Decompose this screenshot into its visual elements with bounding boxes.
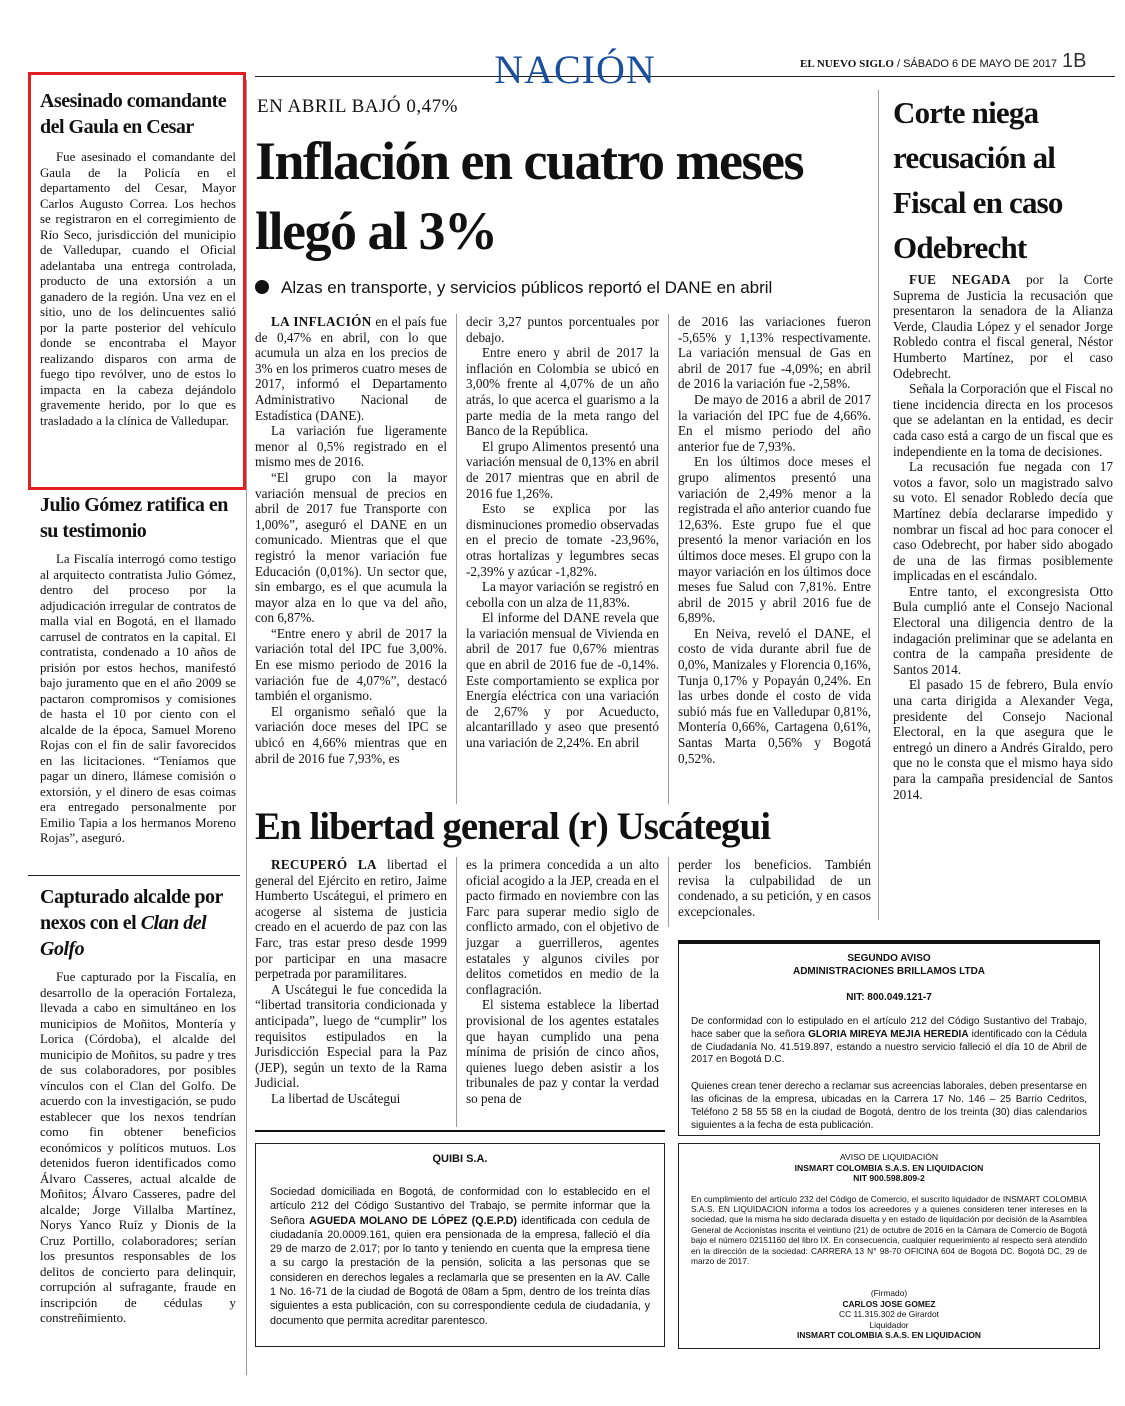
notice-company: ADMINISTRACIONES BRILLAMOS LTDA [792,966,986,977]
paper-date: / SÁBADO 6 DE MAYO DE 2017 [896,58,1057,70]
signed-label: (Firmado) [870,1288,908,1299]
second-col-1 [255,857,447,1107]
header-rule [255,76,1115,77]
paragraph: “Entre enero y abril de 2017 la variación total del IPC fue 3,00%. En ese mismo periodo de 2016 la variación fue de 4,07%”, destacó también el organismo. [255,625,447,704]
paper-dateline [800,58,1057,70]
paragraph: La libertad de Uscátegui [271,1090,401,1106]
notice-text: En cumplimiento del artículo 232 del Código de Comercio, el suscrito liquidador de INSMART COLOMBIA S.A.S. EN LIQUIDACION informa a todos los acreedores y a quienes consideren tener intereses en la sociedad, que la misma ha sido declarada disuelta y en estado de liquidación por decisión de la Asamblea General de Accionistas inscrita el veintiuno (21) de octubre de 2016 en la Cámara de Comercio de Bogotá bajo el número 02151160 del libro IX. En consecuencia, cualquier requerimiento al respecto será atendido en la dirección de la sociedad: CARRERA 13 N° 98-70 OFICINA 604 de Bogotá DC. Bogotá DC, 29 de marzo de 2017. [691,1193,1087,1266]
notice-person-name: AGUEDA MOLANO DE LÓPEZ (Q.E.P.D) [309,1214,517,1227]
notice-nit: NIT 900.598.809-2 [853,1173,925,1183]
right-article-body [893,272,1113,802]
paragraph: El pasado 15 de febrero, Bula envío una carta dirigida a Alexander Vega, presidente del Consejo Nacional Electoral, en la que asegura que le entregó un dinero a Andrés Giraldo, pero que no le consta que el mismo haya sido para la campaña presidencial de Santos 2014. [893,677,1113,802]
notice-brillamos [678,944,1100,1136]
article-gaula-body [40,150,236,429]
notice-insmart [678,1143,1100,1349]
paragraph: Fue capturado por la Fiscalía, en desarrollo de la operación Fortaleza, llevada a cabo en simultáneo en los municipios de Moñitos, Montería y Lorica (Córdoba), el alcalde del municipio de Moñitos, su padre y tres de sus colaboradores, por posibles vínculos con el Clan del Golfo. De acuerdo con la investigación, se pudo establecer que los nexos tendrían como fin obtener beneficios económicos y políticos mutuos. Los detenidos fueron identificados como Álvaro Casseres, actual alcalde de Moñitos; Álvaro Casseres, padre del alcalde; Jorge Villalba Martínez, Norys Yanco Ruíz y Dionis de la Cruz Portillo, colaboradores; serían los presuntos responsables de los delitos de concierto para delinquir, corrupción al sufragante, fraude en inscripción de cédulas y constreñimiento. [40,970,236,1325]
column-rule [246,80,247,1375]
right-headline: Corte niega recusación al Fiscal en caso Odebrecht [893,95,1063,265]
notice-text: Sociedad domiciliada en Bogotá, de conformidad con lo establecido en el artículo 212 del Código Sustantivo del Trabajo, se permite informar que la Señora AGUEDA MOLANO DE LÓPEZ (Q.E.P.D) identificada con cedula de ciudadanía 20.0009.161, quien era pensionada de la empresa, falleció el día 29 de marzo de 2.017; por lo tanto y teniendo en cuenta que la empresa tiene a su cargo la prestación de la pensión, solicita a las personas que se consideren en derechos legales a reclamarla que se presenten en la AV. Calle 1 No. 16-71 de la ciudad de Bogotá de 08am a 5pm, dentro de los treinta días siguientes a esta publicación, con su correspondiente cedula de ciudadanía, y documento que permita acreditar parentesco. [270,1186,650,1327]
second-headline: En libertad general (r) Uscátegui [255,805,771,848]
signer-company: INSMART COLOMBIA S.A.S. EN LIQUIDACION [797,1330,981,1341]
paragraph: de 2016 las variaciones fueron -5,65% y 1,13% respectivamente. La variación mensual de Gas en abril de 2017 fue -4,09%; en abril de 2016 la variación fue -2,58%. [678,314,871,392]
signer-id: CC 11.315.302 de Girardot [839,1309,939,1320]
article-julio-gomez [40,492,236,847]
notice-title: AVISO DE LIQUIDACIÓN [839,1152,939,1162]
paragraph: “El grupo con la mayor variación mensual de precios en abril de 2017 fue Transporte con 1,00%”, aseguró el DANE en un comunicado. Mientras que el que registró la menor variación fue Educación (0,01%). Un sector que, sin embargo, es el que acumula la mayor alza en lo que va del año, con 6,87%. [255,469,447,626]
article-julio-gomez-body [40,552,236,847]
paragraph: LA INFLACIÓN en el país fue de 0,47% en abril, con lo que acumula un alza en los precios de 3% en los primeros cuatro meses de 2017, informó el Departamento Administrativo Nacional de Estadística (DANE). [255,314,447,423]
bullet-icon [255,280,269,294]
article-gaula-headline: Asesinado comandante del Gaula en Cesar [40,90,227,138]
second-col-3 [678,857,871,919]
main-col-1 [255,314,447,766]
main-headline: Inflación en cuatro meses llegó al 3% [255,131,803,261]
paragraph: Entre enero y abril de 2017 la inflación en Colombia se ubicó en 3,00% frente al 4,07% de un año atrás, lo que acerca el guarismo a la parte media de la meta rango del Banco de la República. [466,345,659,439]
notice-signature [679,1288,1099,1341]
article-alcalde-headline [40,884,236,962]
section-title: NACIÓN [494,47,656,92]
column-rule [456,857,457,1127]
paragraph: En Neiva, reveló el DANE, el costo de vida durante abril fue de 0,0%, Manizales y Florencia 0,16%, Tunja 0,17% y Popayán 0,24%. En las urbes donde el costo de vida subió más fue en Valledupar 0,81%, Montería 0,66%, Cartagena 0,61%, Santas Marta 0,56% y Bogotá 0,52%. [678,625,871,766]
paragraph: En los últimos doce meses el grupo alimentos presentó una variación de 2,49% menor a la registrada el año anterior cuando fue 12,63%. Este grupo fue el que presentó la menor variación en los últimos doce meses. El grupo con la mayor variación en los últimos doce meses fue Salud con 7,81%. Entre abril de 2015 y abril 2016 fue de 6,89%. [678,454,871,626]
notice-person-name: GLORIA MIREYA MEJIA HEREDIA [808,1028,969,1040]
signer-role: Liquidador [869,1319,909,1330]
page-number: 1B [1062,50,1087,72]
article-alcalde [40,884,236,1327]
headline-italic: Clan del Golfo [40,912,207,960]
paragraph: FUE NEGADA por la Corte Suprema de Justicia la recusación que presentaron la senadora de la Alianza Verde, Claudia López y el senador Jorge Robledo contra el fiscal general, Néstor Humberto Martínez, por el caso Odebrecht. [893,272,1113,381]
notice-quibi [255,1143,665,1347]
notice-title: QUIBI S.A. [432,1153,488,1165]
paragraph: Fue asesinado el comandante del Gaula de la Policía en el departamento del Cesar, Mayor Carlos Augusto Correa. Los hechos se registraron en el corregimiento de Río Seco, jurisdicción del municipio de Valledupar, cuando el Oficial adelantaba una entrega controlada, producto de una extorsión a un ganadero de la región. Una vez en el sitio, uno de los delincuentes salió por la parte posterior del vehículo donde se encontraba el Mayor realizando disparos con arma de fuego tipo revólver, uno de estos lo impacta en la cabeza dejándolo gravemente herido, por lo que es trasladado a la clínica de Valledupar. [40,150,236,428]
signer-name: CARLOS JOSE GOMEZ [842,1298,936,1309]
notice-text: Quienes crean tener derecho a reclamar sus acreencias laborales, deben presentarse en las oficinas de la empresa, ubicadas en la Carrera 17 No. 146 – 25 Barrio Cedritos, Teléfono 2 58 55 58 en la ciudad de Bogotá, dentro de los treinta (30) días calendarios siguientes a la fecha de esta publicación. [691,1081,1087,1131]
paragraph: perder los beneficios. También revisa la culpabilidad de un condenado, a su petición, y en casos excepcionales. [678,857,871,919]
paragraph: Esto se explica por las disminuciones promedio observadas en el precio de tomate -23,96%, otras hortalizas y legumbres secas -2,39% y azúcar -1,82%. [466,501,659,579]
notice-text: De conformidad con lo estipulado en el artículo 212 del Código Sustantivo del Trabajo, hace saber que la señora GLORIA MIREYA MEJIA HEREDIA identificado con la Cédula de Ciudadanía No. 41.519.897, estando a nuestro servicio falleció el día 10 de Abril de 2017 en Bogotá D.C. [691,1016,1087,1066]
paragraph: La Fiscalía interrogó como testigo al arquitecto contratista Julio Gómez, dentro del proceso por la adjudicación irregular de contratos de malla vial en Bogotá, en el llamado carrusel de contratos en la capital. El contratista, condenado a 10 años de prisión por estos hechos, manifestó bajo juramento que en el año 2009 se pactaron compromisos y comisiones de hasta el 10 por ciento con el alcalde de la época, Samuel Moreno Rojas con el fin de salir favorecidos en las licitaciones. “Teníamos que pagar un dinero, llámese comisión o extorsión, y el dinero de esas coimas era entregado personalmente por Emilio Tapia a los hermanos Moreno Rojas”, aseguró. [40,552,236,845]
article-julio-gomez-headline: Julio Gómez ratifica en su testimonio [40,494,228,542]
main-kicker: EN ABRIL BAJÓ 0,47% [257,96,458,117]
paper-name: EL NUEVO SIGLO [800,58,894,70]
article-gaula [40,88,236,429]
paragraph: Entre tanto, el excongresista Otto Bula cumplió ante el Consejo Nacional Electoral una diligencia dentro de la indagación preliminar que se adelanta en contra de la campaña presidente de Santos 2014. [893,583,1113,677]
column-rule [456,314,457,804]
paragraph: El sistema establece la libertad provisional de los agentes estatales que hayan cumplido una pena mínima de prisión de cinco años, quienes luego deben asistir a los tribunales de paz y contar la verdad so pena de [466,997,659,1106]
main-col-3 [678,314,871,766]
lead-in: FUE NEGADA [909,272,1011,287]
lead-in: LA INFLACIÓN [271,314,372,329]
paragraph: La mayor variación se registró en cebolla con un alza de 11,83%. [466,579,659,610]
paragraph: La recusación fue negada con 17 votos a favor, solo un magistrado salvo su voto. El senador Robledo decía que Martínez debía declararse impedido y nombrar un fiscal ad hoc para conocer el caso Odebrecht, por haber sido abogado de una de las firmas posiblemente implicadas en el escándalo. [893,459,1113,584]
paragraph: De mayo de 2016 a abril de 2017 la variación del IPC fue de 4,66%. En el mismo periodo del año anterior fue de 7,93%. [678,391,871,454]
paragraph: decir 3,27 puntos porcentuales por debajo. [466,314,659,345]
main-col-2 [466,314,659,751]
separator-rule [255,1130,665,1132]
lead-in: RECUPERÓ LA [271,857,377,872]
main-summary [255,278,772,298]
column-rule [668,314,669,804]
headline-text: Capturado alcalde por nexos con el [40,886,223,934]
paragraph: El informe del DANE revela que la variación mensual de Vivienda en abril de 2017 fue 0,67% mientras que en abril de 2016 fue de -0,14%. Este comportamiento se explica por Energía eléctrica con una variación de 2,67% y por Acueducto, alcantarillado y aseo que presentó una variación de 2,24%. En abril [466,610,659,751]
notice-title: SEGUNDO AVISO [847,953,931,964]
paragraph: A Uscátegui le fue concedida la “libertad transitoria condicionada y anticipada”, luego de “cumplir” los requisitos estipulados en la Jurisdicción Especial para la Paz (JEP), según un texto de la Rama Judicial. [255,981,447,1091]
paragraph: El organismo señaló que la variación doce meses del IPC se ubicó en 4,66% mientras que en abril de 2016 fue 7,93%, es [255,703,447,766]
column-rule [668,857,669,927]
summary-text: Alzas en transporte, y servicios públicos reportó el DANE en abril [281,278,773,297]
paragraph: El grupo Alimentos presentó una variación mensual de 0,13% en abril de 2017 mientras que en abril de 2016 fue 1,26%. [466,438,659,501]
paragraph: Señala la Corporación que el Fiscal no tiene incidencia directa en los procesos que se adelantan en la entidad, es decir cada caso está a cargo de un fiscal que es independiente en la toma de decisiones. [893,381,1113,459]
second-col-2 [466,857,659,1107]
paragraph: es la primera concedida a un alto oficial acogido a la JEP, creada en el pacto firmado en noviembre con las Farc para superar medio siglo de conflicto armado, con el objetivo de juzgar a guerrilleros, agentes estatales y algunos civiles por delitos cometidos en medio de la conflagración. [466,857,659,997]
notice-company: INSMART COLOMBIA S.A.S. EN LIQUIDACION [794,1162,984,1173]
separator-rule [28,875,240,876]
paragraph: La variación fue ligeramente menor al 0,5% registrado en el mismo mes de 2016. [255,423,447,470]
article-alcalde-body [40,970,236,1327]
notice-nit: NIT: 800.049.121-7 [846,992,932,1003]
column-rule [878,90,879,920]
paragraph: RECUPERÓ LA libertad el general del Ejército en retiro, Jaime Humberto Uscátegui, el primero en acogerse al sistema de justicia creado en el acuerdo de paz con las Farc, tras estar preso desde 1999 por participar en una masacre perpetrada por paramilitares. [255,857,447,982]
